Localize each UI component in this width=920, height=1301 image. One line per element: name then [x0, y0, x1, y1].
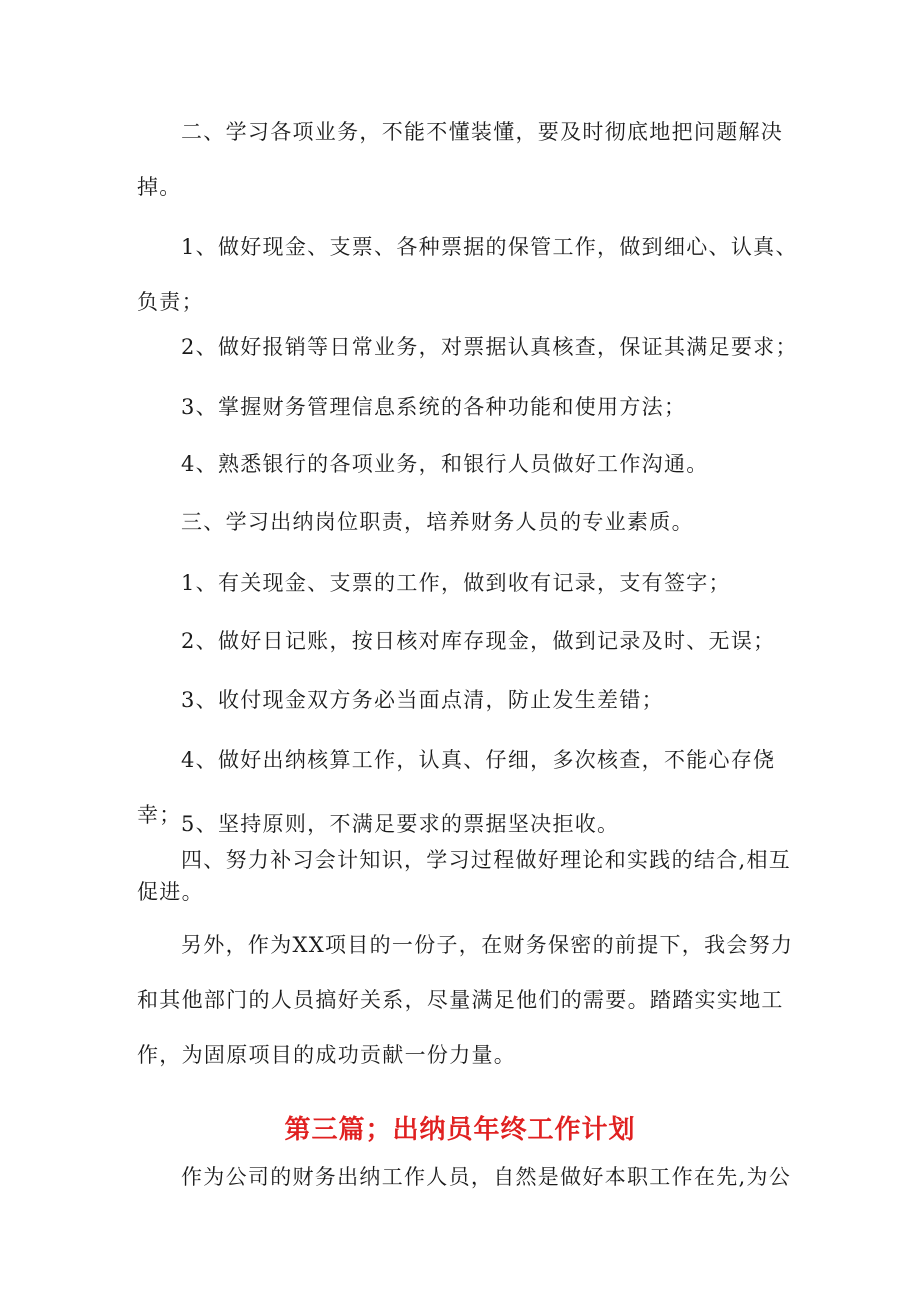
paragraph-item-3-5: 5、坚持原则，不满足要求的票据坚决拒收。: [181, 812, 620, 836]
paragraph-intro: 作为公司的财务出纳工作人员，自然是做好本职工作在先,为公: [181, 1165, 792, 1189]
paragraph-item-3-1: 1、有关现金、支票的工作，做到收有记录，支有签字；: [181, 571, 731, 595]
paragraph-closing: 另外，作为XX项目的一份子，在财务保密的前提下，我会努力和其他部门的人员搞好关系，尽量满足他们的需要。踏踏实实地工作，为固原项目的成功贡献一份力量。: [137, 933, 794, 1067]
paragraph-item-3-4: 4、做好出纳核算工作，认真、仔细，多次核查，不能心存侥幸；: [137, 748, 776, 827]
paragraph-item-2-1: 1、做好现金、支票、各种票据的保管工作，做到细心、认真、负责；: [137, 235, 798, 314]
paragraph-item-3-2: 2、做好日记账，按日核对库存现金，做到记录及时、无误；: [181, 629, 776, 653]
paragraph-item-3-3: 3、收付现金双方务必当面点清，防止发生差错；: [181, 688, 664, 712]
paragraph-section-4: 四、努力补习会计知识，学习过程做好理论和实践的结合,相互促进。: [137, 848, 792, 904]
paragraph-item-2-4: 4、熟悉银行的各项业务，和银行人员做好工作沟通。: [181, 452, 709, 476]
paragraph-item-2-3: 3、掌握财务管理信息系统的各种功能和使用方法；: [181, 395, 687, 419]
paragraph-section-3: 三、学习出纳岗位职责，培养财务人员的专业素质。: [181, 510, 694, 534]
section-heading: 第三篇；出纳员年终工作计划: [284, 1115, 636, 1145]
paragraph-section-2: 二、学习各项业务，不能不懂装懂，要及时彻底地把问题解决掉。: [137, 120, 784, 199]
paragraph-item-2-2: 2、做好报销等日常业务，对票据认真核查，保证其满足要求；: [181, 335, 798, 359]
